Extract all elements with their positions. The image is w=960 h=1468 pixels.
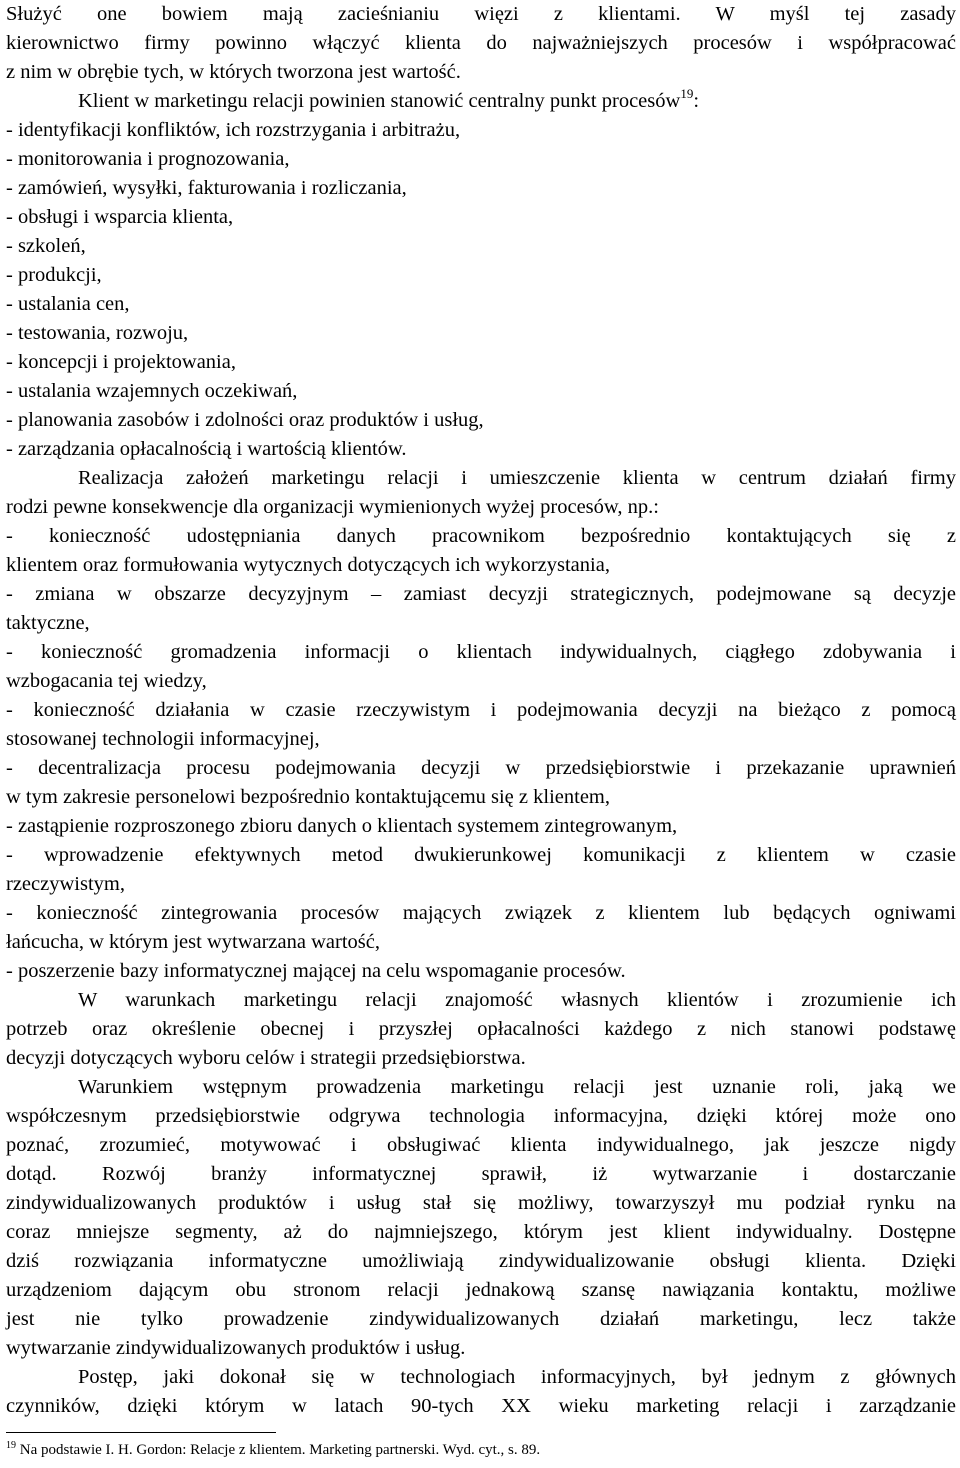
text-line-content: współczesnym przedsiębiorstwie odgrywa technologia informacyjna, dzięki której może ono (6, 1105, 956, 1127)
text-line (6, 290, 956, 319)
text-line-content: - identyfikacji konfliktów, ich rozstrzygania i arbitrażu, (6, 119, 461, 141)
text-line-content: - szkoleń, (6, 235, 86, 257)
text-line-content: łańcucha, w którym jest wytwarzana wartość, (6, 931, 380, 953)
text-line (6, 348, 956, 377)
text-line (6, 1218, 956, 1247)
text-line-content: - koncepcji i projektowania, (6, 351, 236, 373)
text-line (6, 493, 956, 522)
text-line (6, 754, 956, 783)
text-line-content: - planowania zasobów i zdolności oraz produktów i usług, (6, 409, 484, 431)
text-line-content: dotąd. Rozwój branży informatycznej sprawił, iż wytwarzanie i dostarczanie (6, 1163, 956, 1185)
text-line-content: - poszerzenie bazy informatycznej mającej na celu wspomaganie procesów. (6, 960, 626, 982)
text-line-content: - monitorowania i prognozowania, (6, 148, 290, 170)
text-line (6, 1073, 956, 1102)
text-line (6, 145, 956, 174)
text-line (6, 870, 956, 899)
text-line (6, 1363, 956, 1392)
text-line (6, 638, 956, 667)
text-line-suffix: : (693, 90, 700, 112)
text-line (6, 551, 956, 580)
text-line-content: - konieczność działania w czasie rzeczywistym i podejmowania decyzji na bieżąco z pomocą (6, 699, 956, 721)
text-line-content: - decentralizacja procesu podejmowania decyzji w przedsiębiorstwie i przekazanie uprawnień (6, 757, 956, 779)
footnote-marker: 19 (6, 1440, 16, 1451)
text-line (6, 1276, 956, 1305)
text-line (6, 812, 956, 841)
text-line (6, 116, 956, 145)
text-line (6, 986, 956, 1015)
text-line (6, 1334, 956, 1363)
text-line (6, 1131, 956, 1160)
text-line (6, 87, 956, 116)
text-line-content: coraz mniejsze segmenty, aż do najmniejszego, którym jest klient indywidualny. Dostępne (6, 1221, 956, 1243)
text-line-content: Służyć one bowiem mają zacieśnianiu więzi z klientami. W myśl tej zasady (6, 3, 956, 25)
text-line (6, 1189, 956, 1218)
text-line (6, 841, 956, 870)
text-line-content: - zastąpienie rozproszonego zbioru danych o klientach systemem zintegrowanym, (6, 815, 678, 837)
text-line-content: Postęp, jaki dokonał się w technologiach informacyjnych, był jednym z głównych (78, 1366, 956, 1388)
text-line (6, 406, 956, 435)
text-line (6, 696, 956, 725)
text-line-content: - zmiana w obszarze decyzyjnym – zamiast decyzji strategicznych, podejmowane są decyzje (6, 583, 956, 605)
text-line (6, 0, 956, 29)
text-line (6, 464, 956, 493)
text-line (6, 1044, 956, 1073)
text-line-content: jest nie tylko prowadzenie zindywidualizowanych działań marketingu, lecz także (6, 1308, 956, 1330)
text-line-content: klientem oraz formułowania wytycznych dotyczących ich wykorzystania, (6, 554, 610, 576)
text-line-content: poznać, zrozumieć, motywować i obsługiwać klienta indywidualnego, jak jeszcze nigdy (6, 1134, 956, 1156)
text-line (6, 435, 956, 464)
text-line-content: rodzi pewne konsekwencje dla organizacji wymienionych wyżej procesów, np.: (6, 496, 659, 518)
footnote-text: Na podstawie I. H. Gordon: Relacje z klientem. Marketing partnerski. Wyd. cyt., s. 89. (16, 1442, 541, 1458)
body-text (6, 0, 956, 1421)
text-line-content: Warunkiem wstępnym prowadzenia marketingu relacji jest uznanie roli, jaką we (78, 1076, 956, 1098)
text-line (6, 783, 956, 812)
text-line (6, 1392, 956, 1421)
text-line (6, 1247, 956, 1276)
text-line (6, 899, 956, 928)
text-line-content: Klient w marketingu relacji powinien stanowić centralny punkt procesów (78, 90, 681, 112)
footnote (6, 1441, 540, 1459)
text-line-content: dziś rozwiązania informatyczne umożliwiają zindywidualizowanie obsługi klienta. Dzięki (6, 1250, 956, 1272)
text-line-content: rzeczywistym, (6, 873, 125, 895)
text-line-content: - testowania, rozwoju, (6, 322, 189, 344)
text-line-content: - konieczność zintegrowania procesów mających związek z klientem lub będących ogniwami (6, 902, 956, 924)
text-line-content: taktyczne, (6, 612, 90, 634)
text-line-content: - obsługi i wsparcia klienta, (6, 206, 234, 228)
text-line-content: - konieczność udostępniania danych pracownikom bezpośrednio kontaktujących się z (6, 525, 956, 547)
text-line-content: - wprowadzenie efektywnych metod dwukierunkowej komunikacji z klientem w czasie (6, 844, 956, 866)
text-line-content: kierownictwo firmy powinno włączyć klienta do najważniejszych procesów i współpracować (6, 32, 956, 54)
text-line-content: w tym zakresie personelowi bezpośrednio kontaktującemu się z klientem, (6, 786, 610, 808)
text-line-content: - ustalania wzajemnych oczekiwań, (6, 380, 298, 402)
text-line (6, 377, 956, 406)
text-line (6, 1160, 956, 1189)
text-line (6, 609, 956, 638)
footnote-separator (6, 1432, 276, 1433)
text-line-content: - ustalania cen, (6, 293, 130, 315)
text-line (6, 203, 956, 232)
text-line (6, 232, 956, 261)
text-line (6, 1305, 956, 1334)
text-line (6, 1102, 956, 1131)
text-line-content: wytwarzanie zindywidualizowanych produktów i usług. (6, 1337, 466, 1359)
text-line-content: Realizacja założeń marketingu relacji i umieszczenie klienta w centrum działań firmy (78, 467, 956, 489)
text-line (6, 928, 956, 957)
text-line-content: z nim w obrębie tych, w których tworzona jest wartość. (6, 61, 461, 83)
footnote-reference: 19 (680, 86, 694, 101)
text-line-content: W warunkach marketingu relacji znajomość własnych klientów i zrozumienie ich (78, 989, 956, 1011)
text-line (6, 319, 956, 348)
text-line-content: - zarządzania opłacalnością i wartością klientów. (6, 438, 407, 460)
text-line-content: urządzeniom dającym obu stronom relacji jednakową szansę nawiązania kontaktu, możliwe (6, 1279, 956, 1301)
text-line (6, 957, 956, 986)
text-line-content: stosowanej technologii informacyjnej, (6, 728, 320, 750)
text-line (6, 725, 956, 754)
text-line-content: - produkcji, (6, 264, 102, 286)
text-line (6, 667, 956, 696)
text-line-content: decyzji dotyczących wyboru celów i strategii przedsiębiorstwa. (6, 1047, 526, 1069)
text-line (6, 261, 956, 290)
text-line-content: - zamówień, wysyłki, fakturowania i rozliczania, (6, 177, 407, 199)
text-line-content: zindywidualizowanych produktów i usług stał się możliwy, towarzyszył mu podział rynku na (6, 1192, 956, 1214)
text-line-content: czynników, dzięki którym w latach 90-tych XX wieku marketing relacji i zarządzanie (6, 1395, 956, 1417)
text-line-content: wzbogacania tej wiedzy, (6, 670, 207, 692)
document-page (6, 0, 956, 1421)
text-line (6, 29, 956, 58)
text-line (6, 522, 956, 551)
text-line (6, 1015, 956, 1044)
text-line (6, 580, 956, 609)
text-line (6, 58, 956, 87)
text-line (6, 174, 956, 203)
text-line-content: potrzeb oraz określenie obecnej i przyszłej opłacalności każdego z nich stanowi podstawę (6, 1018, 956, 1040)
text-line-content: - konieczność gromadzenia informacji o klientach indywidualnych, ciągłego zdobywania i (6, 641, 956, 663)
